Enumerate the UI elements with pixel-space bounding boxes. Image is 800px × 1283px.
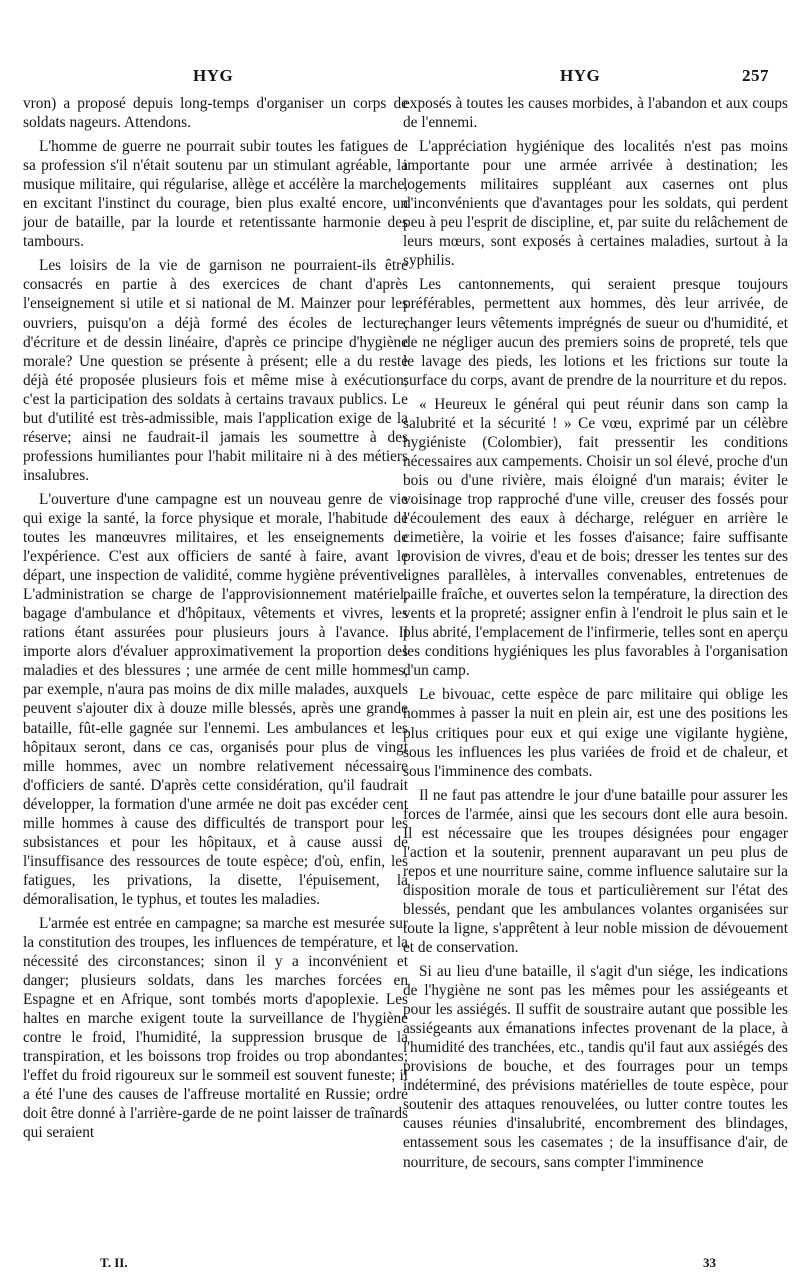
paragraph: Le bivouac, cette espèce de parc militaire qui oblige les hommes à passer la nuit en plein air, est une des positions les plus critiques pour eux et qui exige une vigilante hygiène, sous les influences les plus variées de froid et de chaleur, et sous l'imminence des combats. xyxy=(403,686,788,780)
paragraph: L'armée est entrée en campagne; sa marche est mesurée sur la constitution des troupes, les influences de température, et la nécessité des circonstances; sinon il y a inconvénient et danger; plusieurs soldats, dans les marches forcées en Espagne et en Afrique, sont tombés morts d'apoplexie. Les haltes en marche exigent toute la surveillance de l'hygiène contre le froid, l'humidité, la suppression brusque de la transpiration, et les boissons trop froides ou trop abondantes; l'effet du froid rigoureux sur le sommeil est souvent funeste; il a été l'une des causes de l'affreuse mortalité en Russie; ordre doit être donné à l'arrière-garde de ne point laisser de traînards qui seraient xyxy=(23,914,408,1142)
paragraph: L'homme de guerre ne pourrait subir toutes les fatigues de sa profession s'il n'était soutenu par un stimulant agréable, la musique militaire, qui régularise, allège et accélère la marche, en excitant l'instinct du courage, bien plus exalté encore, un jour de bataille, par la lourde et retentissante harmonie des tambours. xyxy=(23,138,408,251)
signature-mark: 33 xyxy=(703,1255,716,1270)
running-head-left: HYG xyxy=(193,66,234,85)
running-head-right: HYG xyxy=(560,66,601,85)
paragraph: exposés à toutes les causes morbides, à l'abandon et aux coups de l'ennemi. xyxy=(403,95,788,132)
paragraph: L'appréciation hygiénique des localités n'est pas moins importante pour une armée arrivée à destination; les logements militaires suppléant aux casernes ont plus d'inconvénients que d'avantages pour les soldats, qui perdent peu à peu l'esprit de discipline, et, par suite du relâchement de leurs mœurs, sont exposés à certaines maladies, surtout à la syphilis. xyxy=(403,138,788,270)
paragraph: Les cantonnements, qui seraient presque toujours préférables, permettent aux hommes, dès leur arrivée, de changer leurs vêtements imprégnés de sueur ou d'humidité, et de ne négliger aucun des premiers soins de propreté, tels que le lavage des pieds, les lotions et les frictions sur toute la surface du corps, avant de prendre de la nourriture et du repos. xyxy=(403,276,788,389)
paragraph: Il ne faut pas attendre le jour d'une bataille pour assurer les forces de l'armée, ainsi que les secours dont elle aura besoin. Il est nécessaire que les troupes désignées pour engager l'action et la soutenir, prennent auparavant un peu plus de repos et une nourriture saine, comme influence salutaire sur la disposition morale de tous et particulièrement sur l'état des blessés, pendant que les ambulances volantes organisées sur toute la ligne, s'apprêtent à leur noble mission de dévouement et de conservation. xyxy=(403,786,788,957)
paragraph: vron) a proposé depuis long-temps d'organiser un corps de soldats nageurs. Attendons. xyxy=(23,95,408,132)
page-number: 257 xyxy=(742,66,769,85)
volume-mark: T. II. xyxy=(100,1255,128,1270)
paragraph: « Heureux le général qui peut réunir dans son camp la salubrité et la sécurité ! » Ce vœu, exprimé par un célèbre hygiéniste (Colombier), fait pressentir les conditions nécessaires aux campements. Choisir un sol élevé, proche d'un bois ou d'une rivière, mais éloigné d'un marais; éviter le voisinage trop rapproché d'une ville, creuser des fossés pour l'écoulement des eaux à décharge, reléguer en arrière le cimetière, la voirie et les fosses d'aisance; faire suffisante provision de vivres, d'eau et de bois; dresser les tentes sur des lignes parallèles, à intervalles convenables, entretenues de paille fraîche, et ouvertes selon la température, la direction des vents et la propreté; assigner enfin à l'endroit le plus sain et le plus abrité, l'emplacement de l'infirmerie, telles sont en aperçu les conditions hygiéniques les plus favorables à l'organisation d'un camp. xyxy=(403,395,788,680)
right-column xyxy=(403,94,788,1177)
paragraph: Si au lieu d'une bataille, il s'agit d'un siége, les indications de l'hygiène ne sont pas les mêmes pour les assiégeants et pour les assiégés. Il suffit de soustraire autant que possible les assiégeants aux émanations infectes provenant de la place, à l'humidité des tranchées, etc., tandis qu'il faut aux assiégés des provisions de bouche, et des fourrages pour un temps indéterminé, des prévisions matérielles de toute espèce, pour soutenir des attaques renouvelées, ou lutter contre toutes les causes réunies d'insalubrité, encombrement des blindages, entassement sous les casemates ; de la insuffisance d'air, de nourriture, de secours, sans compter l'imminence xyxy=(403,963,788,1171)
paragraph: L'ouverture d'une campagne est un nouveau genre de vie qui exige la santé, la force physique et morale, l'habitude de toutes les manœuvres militaires, et les enseignements de l'expérience. C'est aux officiers de santé à faire, avant le départ, une inspection de validité, comme hygiène préventive. L'administration se charge de l'approvisionnement matériel, bagage d'ambulance et d'hôpitaux, vêtements et vivres, les rations étant assurées pour plusieurs jours à l'avance. Il importe alors d'évaluer approximativement la proportion des maladies et des blessures ; une armée de cent mille hommes, par exemple, n'aura pas moins de dix mille malades, auxquels peuvent s'ajouter dix à douze mille blessés, après une grande bataille, fût-elle gagnée sur l'ennemi. Les ambulances et les hôpitaux seront, dans ce cas, organisés pour plus de vingt mille hommes, avec un nombre relativement nécessaire d'officiers de santé. D'après cette considération, qu'il faudrait développer, la formation d'une armée ne doit pas excéder cent mille hommes à cause des difficultés de transport pour les subsistances et pour les hôpitaux, et à cause aussi de l'insuffisance des ressources de toute espèce; d'où, enfin, les fatigues, les privations, la disette, l'épuisement, la démoralisation, le typhus, et toutes les maladies. xyxy=(23,490,408,908)
left-column xyxy=(23,94,408,1148)
paragraph: Les loisirs de la vie de garnison ne pourraient-ils être consacrés en partie à des exercices de chant d'après l'enseignement si utile et si national de M. Mainzer pour les ouvriers, puisqu'on a déjà formé des écoles de lecture, d'écriture et de dessin linéaire, d'après ce principe d'hygiène morale? Une question se présente à présent; elle a du reste déjà été proposée plusieurs fois et même mise à exécution; c'est la participation des soldats à certains travaux publics. Le but d'utilité est très-admissible, mais l'application exige de la réserve; ainsi ne faudrait-il jamais les soumettre à des professions humiliantes pour l'habit militaire ni à des métiers insalubres. xyxy=(23,257,408,484)
